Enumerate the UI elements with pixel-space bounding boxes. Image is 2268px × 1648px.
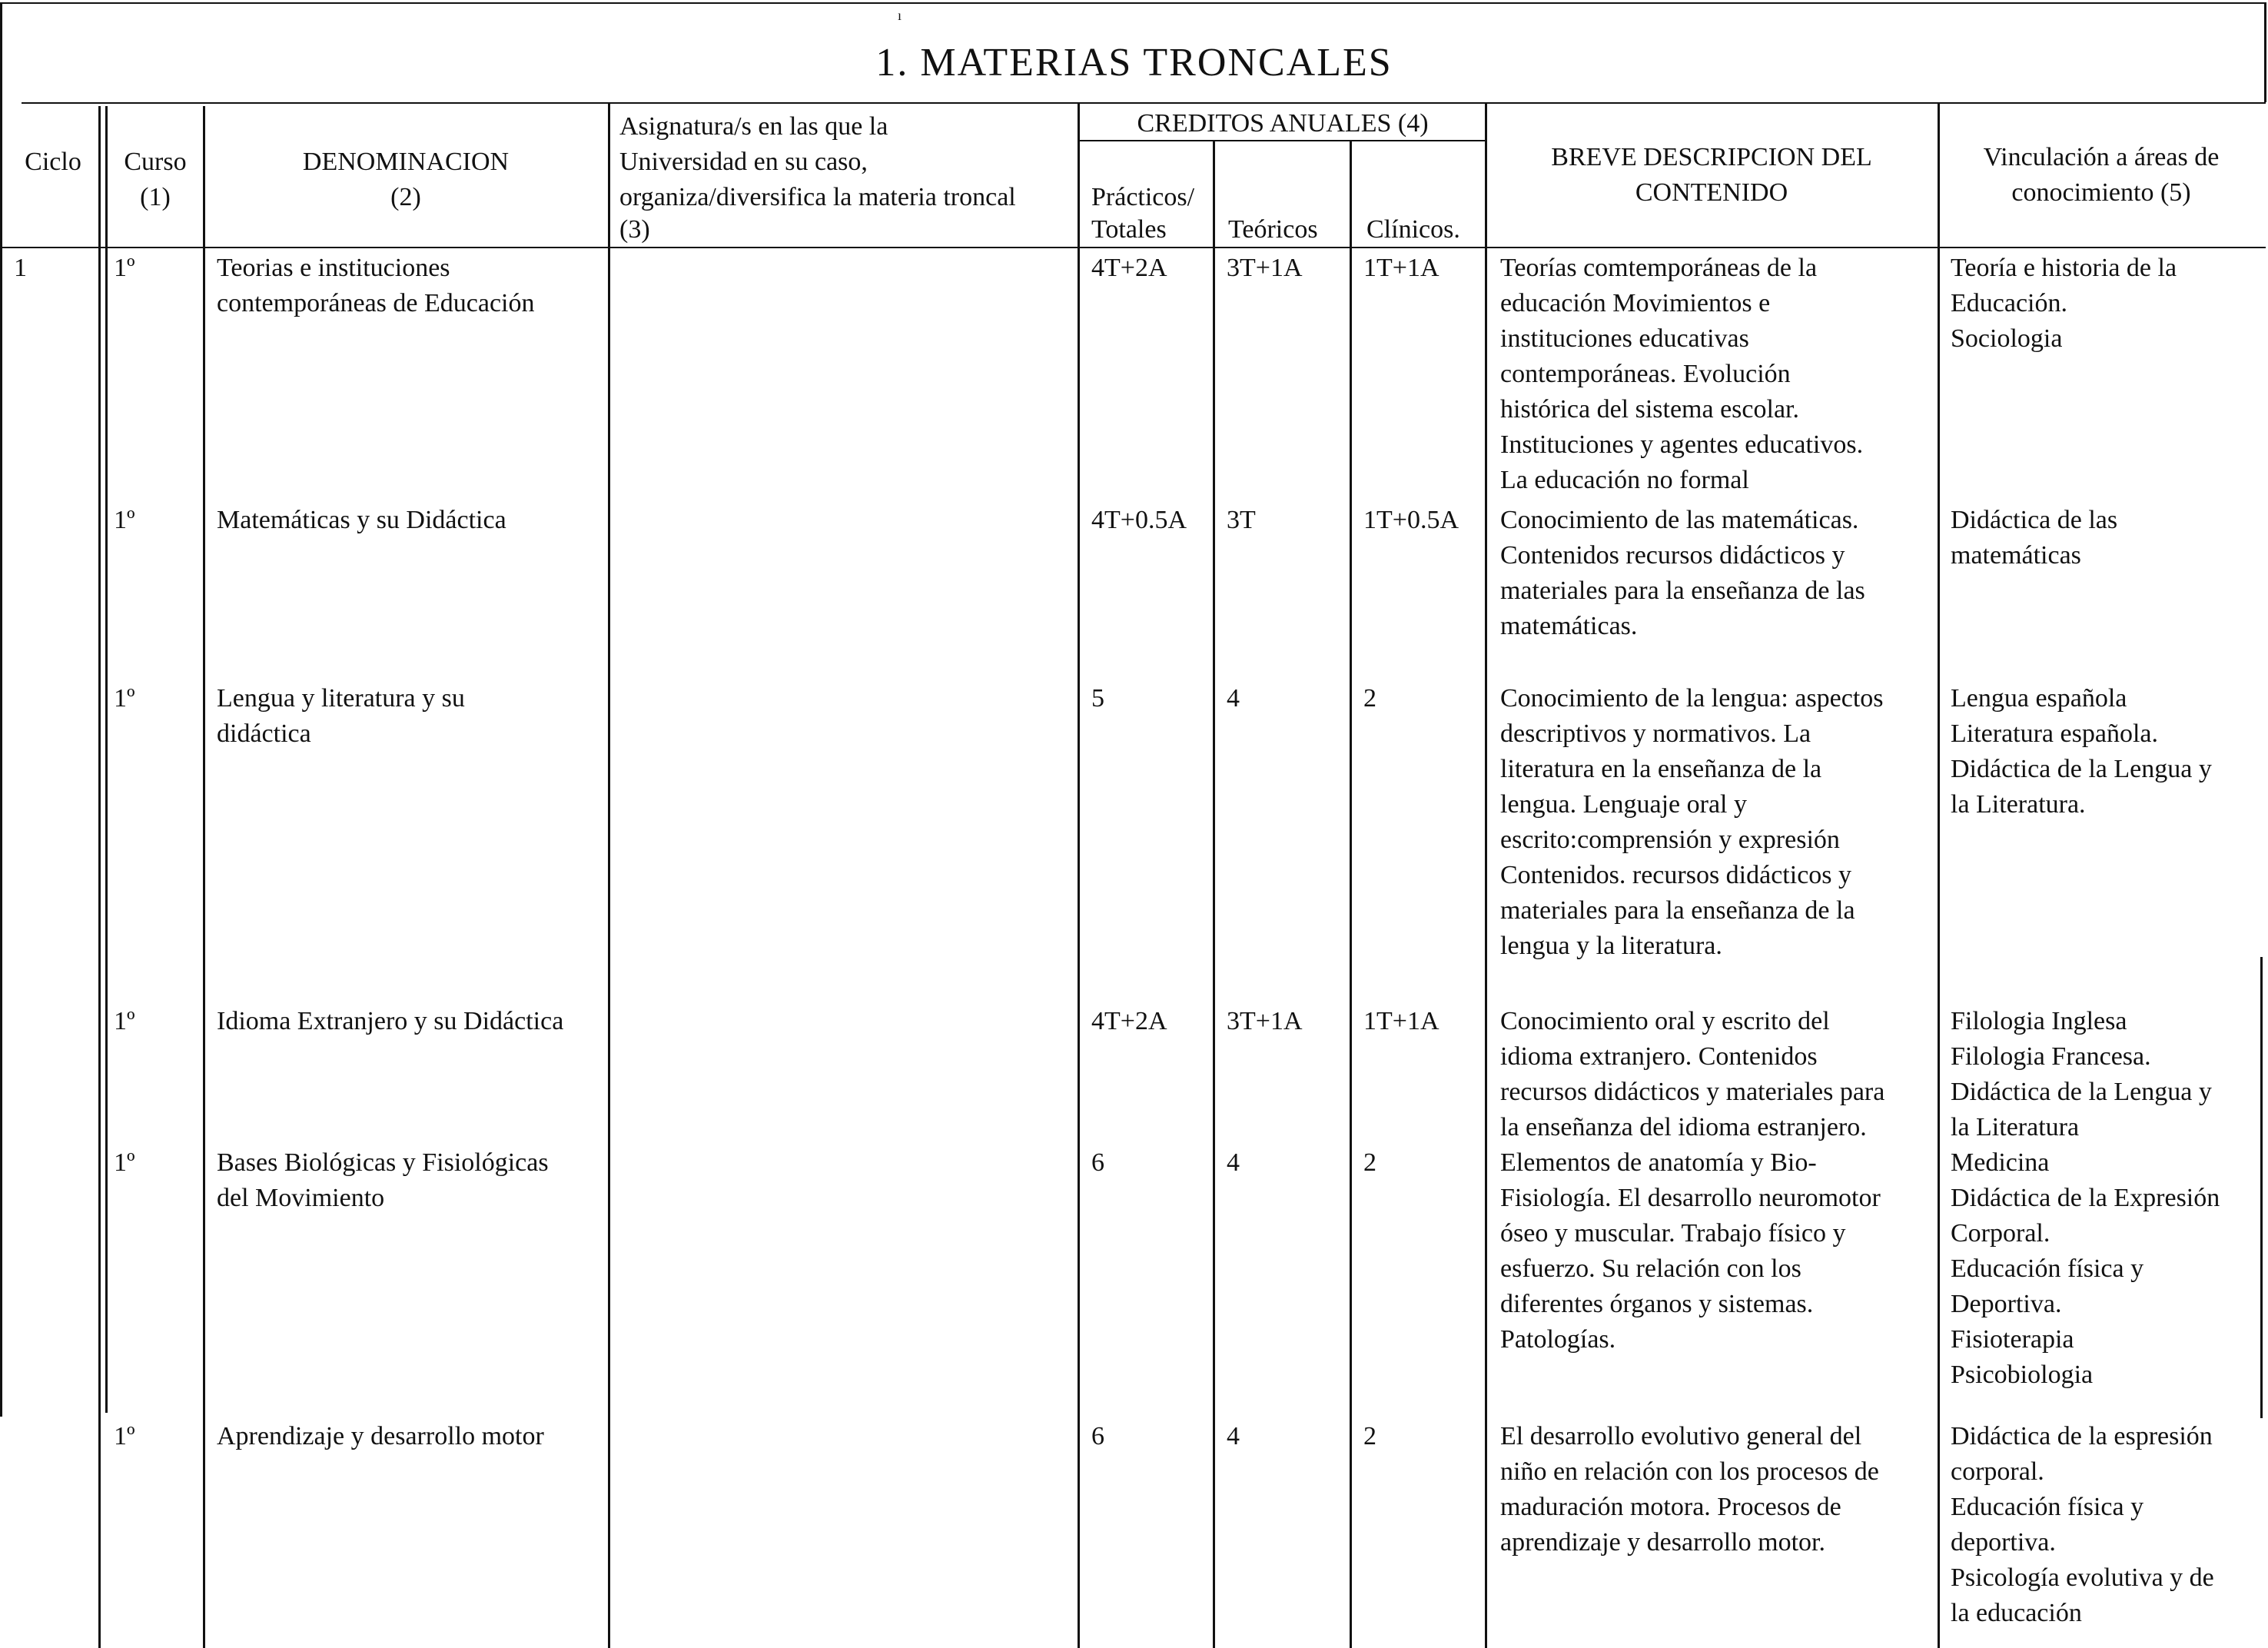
right-border [2264, 2, 2266, 102]
row-creditos-totales: 4T+0.5A [1091, 506, 1187, 534]
row-descripcion-line: lengua y la literatura. [1500, 932, 1722, 960]
row-descripcion-line: escrito:comprensión y expresión [1500, 826, 1840, 854]
row-descripcion-line: contemporáneas. Evolución [1500, 360, 1791, 388]
row-vinculacion-line: Didáctica de las [1951, 506, 2118, 534]
col-line-totales [1213, 140, 1215, 1648]
header-denominacion: DENOMINACION [302, 148, 510, 176]
row-creditos-totales: 4T+2A [1091, 1007, 1167, 1035]
header-asignatura-line-4: (3) [619, 215, 650, 244]
row-curso: 1º [114, 254, 135, 282]
row-descripcion-line: la enseñanza del idioma estranjero. [1500, 1113, 1867, 1141]
row-descripcion-line: lengua. Lenguaje oral y [1500, 790, 1747, 819]
row-descripcion-line: Contenidos recursos didácticos y [1500, 541, 1845, 570]
row-denominacion-line: Matemáticas y su Didáctica [217, 506, 506, 534]
row-vinculacion-line: la Literatura [1951, 1113, 2080, 1141]
row-creditos-clinicos: 2 [1363, 684, 1376, 713]
row-descripcion-line: Elementos de anatomía y Bio- [1500, 1148, 1817, 1177]
row-vinculacion-line: Psicología evolutiva y de [1951, 1563, 2214, 1592]
row-creditos-clinicos: 1T+1A [1363, 1007, 1439, 1035]
header-vinculacion-line-1: Vinculación a áreas de [1983, 143, 2220, 171]
row-vinculacion-line: Educación física y [1951, 1254, 2144, 1283]
row-vinculacion-line: Filologia Francesa. [1951, 1042, 2151, 1071]
row-descripcion-line: maduración motora. Procesos de [1500, 1493, 1841, 1521]
row-vinculacion-line: matemáticas [1951, 541, 2081, 570]
header-vinculacion-line-2: conocimiento (5) [2011, 178, 2191, 207]
row-creditos-teoricos: 3T+1A [1227, 1007, 1303, 1035]
left-border [0, 2, 2, 1417]
col-line-teoricos [1350, 140, 1352, 1648]
row-descripcion-line: Instituciones y agentes educativos. [1500, 430, 1864, 459]
row-creditos-totales: 6 [1091, 1422, 1104, 1450]
row-descripcion-line: El desarrollo evolutivo general del [1500, 1422, 1862, 1450]
col-line-ciclo [98, 106, 101, 1648]
row-descripcion-line: Patologías. [1500, 1325, 1616, 1354]
col-line-denominacion [608, 102, 610, 1648]
row-descripcion-line: descriptivos y normativos. La [1500, 719, 1811, 748]
row-vinculacion-line: deportiva. [1951, 1528, 2056, 1557]
col-line-descripcion [1938, 102, 1940, 1648]
header-asignatura-line-3: organiza/diversifica la materia troncal [619, 183, 1016, 211]
row-curso: 1º [114, 1007, 135, 1035]
right-edge-line-lower [2260, 957, 2263, 1418]
row-vinculacion-line: Didáctica de la Expresión [1951, 1184, 2220, 1212]
row-descripcion-line: Fisiología. El desarrollo neuromotor [1500, 1184, 1881, 1212]
row-vinculacion-line: la educación [1951, 1599, 2082, 1627]
row-curso: 1º [114, 684, 135, 713]
row-creditos-teoricos: 3T [1227, 506, 1256, 534]
row-curso: 1º [114, 506, 135, 534]
row-descripcion-line: recursos didácticos y materiales para [1500, 1078, 1885, 1106]
col-line-clinicos [1485, 102, 1487, 1648]
row-vinculacion-line: Psicobiologia [1951, 1361, 2094, 1389]
row-descripcion-line: matemáticas. [1500, 612, 1638, 640]
col-line-asignatura [1078, 102, 1080, 1648]
row-vinculacion-line: Filologia Inglesa [1951, 1007, 2127, 1035]
row-descripcion-line: materiales para la enseñanza de la [1500, 896, 1855, 925]
row-creditos-totales: 4T+2A [1091, 254, 1167, 282]
row-descripcion-line: óseo y muscular. Trabajo físico y [1500, 1219, 1846, 1248]
row-descripcion-line: Conocimiento de las matemáticas. [1500, 506, 1859, 534]
row-vinculacion-line: Educación. [1951, 289, 2067, 317]
row-descripcion-line: esfuerzo. Su relación con los [1500, 1254, 1801, 1283]
row-denominacion-line: contemporáneas de Educación [217, 289, 535, 317]
row-vinculacion-line: Corporal. [1951, 1219, 2050, 1248]
row-vinculacion-line: Teoría e historia de la [1951, 254, 2177, 282]
row-curso: 1º [114, 1422, 135, 1450]
row-descripcion-line: instituciones educativas [1500, 324, 1749, 353]
header-totales-line-2: Totales [1091, 215, 1167, 244]
row-descripcion-line: educación Movimientos e [1500, 289, 1771, 317]
top-mark: ı [898, 8, 902, 23]
header-curso: Curso [124, 148, 187, 176]
row-denominacion-line: Teorias e instituciones [217, 254, 450, 282]
row-denominacion-line: Aprendizaje y desarrollo motor [217, 1422, 544, 1450]
row-vinculacion-line: Lengua española [1951, 684, 2127, 713]
header-denominacion-num: (2) [390, 183, 421, 211]
col-line-curso [203, 106, 205, 1648]
header-top-line [22, 102, 2266, 104]
row-vinculacion-line: Didáctica de la Lengua y [1951, 1078, 2212, 1106]
page-title: 1. MATERIAS TRONCALES [875, 41, 1393, 85]
row-creditos-clinicos: 2 [1363, 1148, 1376, 1177]
row-vinculacion-line: Deportiva. [1951, 1290, 2062, 1318]
row-descripcion-line: idioma extranjero. Contenidos [1500, 1042, 1818, 1071]
row-vinculacion-line: Medicina [1951, 1148, 2050, 1177]
header-asignatura-line-2: Universidad en su caso, [619, 148, 868, 176]
header-ciclo: Ciclo [25, 148, 81, 176]
header-descripcion-line-2: CONTENIDO [1635, 178, 1788, 207]
header-totales-line-1: Prácticos/ [1091, 183, 1195, 211]
row-vinculacion-line: Didáctica de la espresión [1951, 1422, 2213, 1450]
row-denominacion-line: didáctica [217, 719, 311, 748]
row-descripcion-line: La educación no formal [1500, 466, 1749, 494]
row-creditos-totales: 6 [1091, 1148, 1104, 1177]
row-descripcion-line: diferentes órganos y sistemas. [1500, 1290, 1814, 1318]
row-creditos-teoricos: 4 [1227, 684, 1240, 713]
row-vinculacion-line: corporal. [1951, 1457, 2044, 1486]
header-curso-num: (1) [140, 183, 171, 211]
row-creditos-teoricos: 4 [1227, 1422, 1240, 1450]
header-creditos: CREDITOS ANUALES (4) [1137, 109, 1429, 138]
row-denominacion-line: Idioma Extranjero y su Didáctica [217, 1007, 564, 1035]
row-descripcion-line: Conocimiento oral y escrito del [1500, 1007, 1830, 1035]
row-descripcion-line: Teorías comtemporáneas de la [1500, 254, 1818, 282]
row-descripcion-line: aprendizaje y desarrollo motor. [1500, 1528, 1825, 1557]
row-descripcion-line: niño en relación con los procesos de [1500, 1457, 1879, 1486]
row-descripcion-line: Contenidos. recursos didácticos y [1500, 861, 1852, 889]
col-line-ciclo-double [105, 106, 108, 1413]
row-creditos-teoricos: 3T+1A [1227, 254, 1303, 282]
row-vinculacion-line: Educación física y [1951, 1493, 2144, 1521]
row-vinculacion-line: Sociologia [1951, 324, 2063, 353]
row-creditos-totales: 5 [1091, 684, 1104, 713]
header-descripcion-line-1: BREVE DESCRIPCION DEL [1551, 143, 1872, 171]
top-border [0, 2, 2266, 4]
row-creditos-teoricos: 4 [1227, 1148, 1240, 1177]
row-vinculacion-line: Fisioterapia [1951, 1325, 2074, 1354]
row-denominacion-line: Bases Biológicas y Fisiológicas [217, 1148, 549, 1177]
row-descripcion-line: materiales para la enseñanza de las [1500, 576, 1865, 605]
row-vinculacion-line: Didáctica de la Lengua y [1951, 755, 2212, 783]
row-creditos-clinicos: 1T+0.5A [1363, 506, 1459, 534]
row-descripcion-line: literatura en la enseñanza de la [1500, 755, 1822, 783]
row-vinculacion-line: la Literatura. [1951, 790, 2086, 819]
header-teoricos: Teóricos [1228, 215, 1318, 244]
row-denominacion-line: del Movimiento [217, 1184, 385, 1212]
row-curso: 1º [114, 1148, 135, 1177]
row-creditos-clinicos: 2 [1363, 1422, 1376, 1450]
row-creditos-clinicos: 1T+1A [1363, 254, 1439, 282]
row-denominacion-line: Lengua y literatura y su [217, 684, 465, 713]
row-vinculacion-line: Literatura española. [1951, 719, 2158, 748]
row-descripcion-line: Conocimiento de la lengua: aspectos [1500, 684, 1884, 713]
row-ciclo: 1 [14, 254, 27, 282]
row-descripcion-line: histórica del sistema escolar. [1500, 395, 1799, 424]
header-asignatura-line-1: Asignatura/s en las que la [619, 112, 888, 141]
header-clinicos: Clínicos. [1366, 215, 1460, 244]
